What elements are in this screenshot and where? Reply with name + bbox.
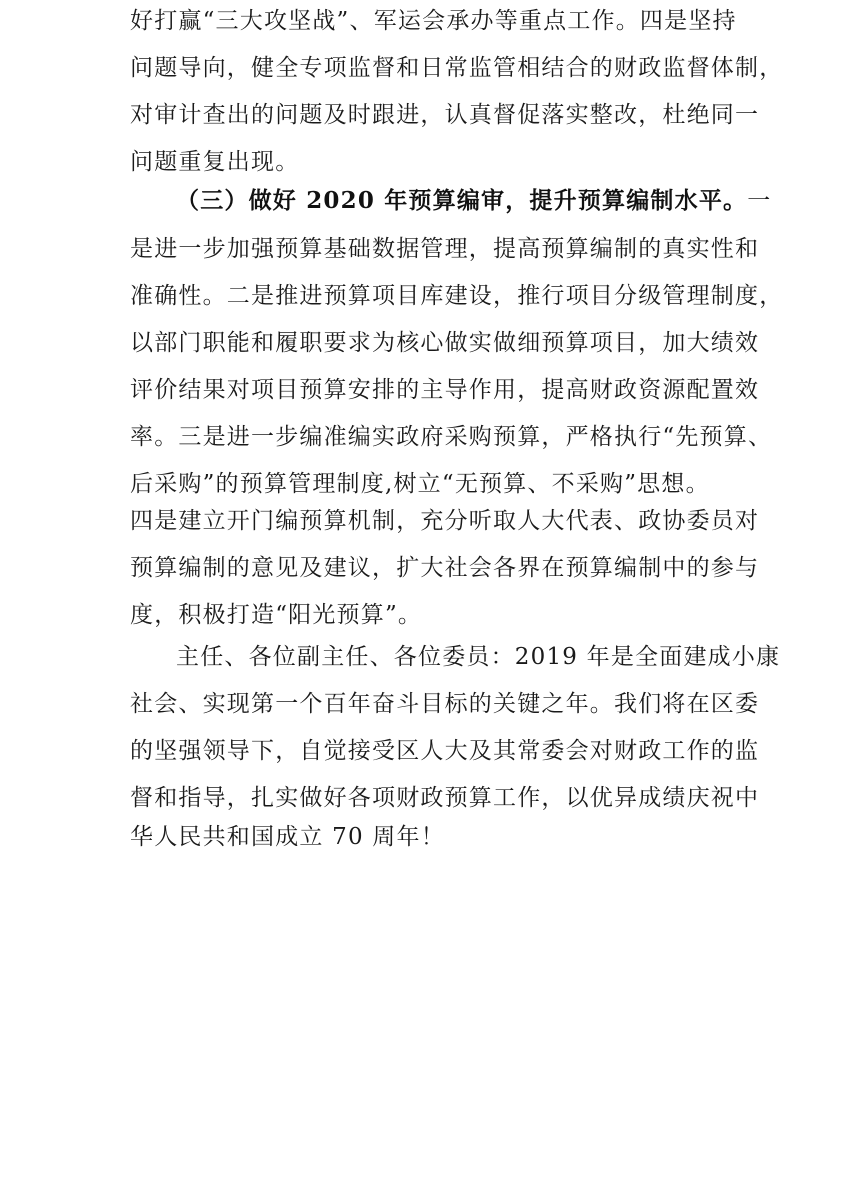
paragraph-line: 准确性。二是推进预算项目库建设，推行项目分级管理制度， [130,283,784,309]
paragraph-line: 问题重复出现。 [130,149,300,175]
paragraph-line: 对审计查出的问题及时跟进，认真督促落实整改，杜绝同一 [130,102,760,128]
section-heading-line [176,186,771,216]
closing-paragraph-first-line: 主任、各位副主任、各位委员：2019 年是全面建成小康 [176,644,781,670]
paragraph-line: 华人民共和国成立 70 周年！ [130,824,445,850]
paragraph-line: 以部门职能和履职要求为核心做实做细预算项目，加大绩效 [130,330,760,356]
paragraph-line: 后采购”的预算管理制度,树立“无预算、不采购”思想。 [130,471,710,497]
paragraph-line: 督和指导，扎实做好各项财政预算工作，以优异成绩庆祝中 [130,785,760,811]
paragraph-line: 度，积极打造“阳光预算”。 [130,602,423,628]
paragraph-line: 问题导向，健全专项监督和日常监管相结合的财政监督体制， [130,55,784,81]
paragraph-line: 的坚强领导下，自觉接受区人大及其常委会对财政工作的监 [130,738,760,764]
paragraph-line: 好打赢“三大攻坚战”、军运会承办等重点工作。四是坚持 [130,8,737,34]
paragraph-line: 评价结果对项目预算安排的主导作用，提高财政资源配置效 [130,377,760,403]
paragraph-line: 率。三是进一步编准编实政府采购预算，严格执行“先预算、 [130,424,773,450]
paragraph-line: 预算编制的意见及建议，扩大社会各界在预算编制中的参与 [130,555,760,581]
heading-continuation: 一 [747,188,772,214]
paragraph-line: 社会、实现第一个百年奋斗目标的关键之年。我们将在区委 [130,691,760,717]
paragraph-line: 四是建立开门编预算机制，充分听取人大代表、政协委员对 [130,508,760,534]
paragraph-line: 是进一步加强预算基础数据管理，提高预算编制的真实性和 [130,236,760,262]
section-heading: （三）做好 2020 年预算编审，提升预算编制水平。 [176,187,748,214]
